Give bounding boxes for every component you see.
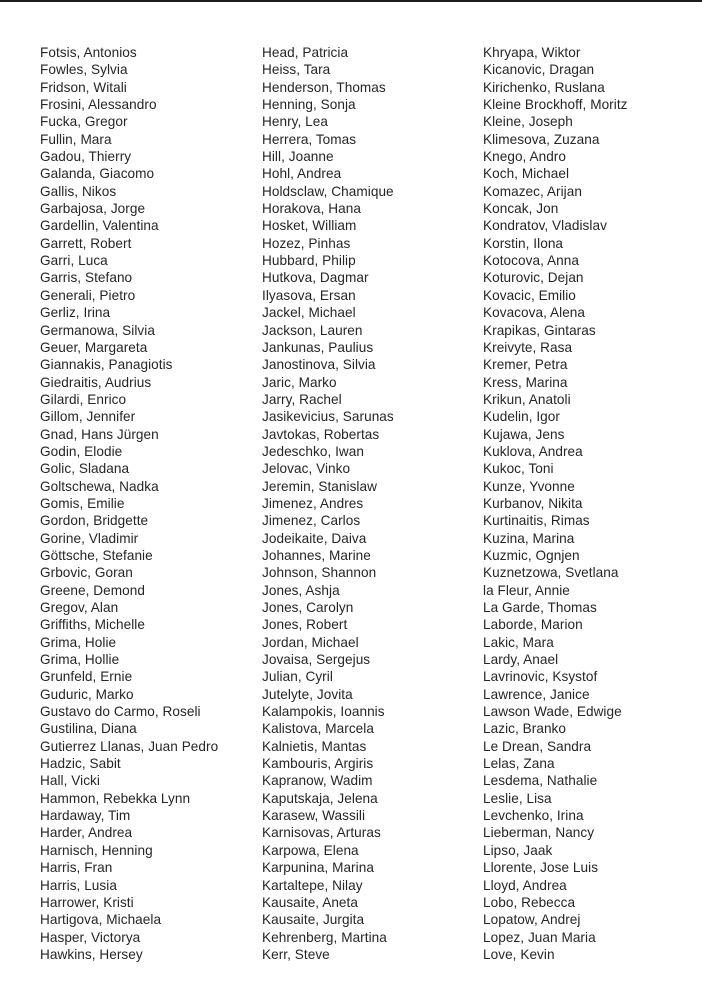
name-entry: Hall, Vicki: [40, 773, 100, 789]
name-entry: Gillom, Jennifer: [40, 409, 136, 425]
name-entry: Karpowa, Elena: [262, 842, 359, 858]
name-entry: Kaputskaja, Jelena: [262, 790, 378, 806]
name-entry: Love, Kevin: [483, 946, 555, 962]
name-entry: Kuklova, Andrea: [483, 443, 583, 459]
name-entry: Jarry, Rachel: [262, 391, 342, 407]
top-border-line: [0, 0, 702, 2]
name-entry: Jimenez, Andres: [262, 495, 364, 511]
name-entry: Horakova, Hana: [262, 201, 361, 217]
name-entry: Kreivyte, Rasa: [483, 339, 573, 355]
name-entry: Jackson, Lauren: [262, 322, 363, 338]
name-entry: Krapikas, Gintaras: [483, 322, 596, 338]
name-entry: Gutierrez Llanas, Juan Pedro: [40, 738, 219, 754]
name-entry: Guduric, Marko: [40, 686, 134, 702]
name-entry: Kausaite, Jurgita: [262, 912, 365, 928]
name-entry: Jones, Robert: [262, 617, 348, 633]
name-entry: Gomis, Emilie: [40, 495, 125, 511]
name-entry: Hozez, Pinhas: [262, 235, 351, 251]
name-entry: Jasikevicius, Sarunas: [262, 409, 394, 425]
name-entry: Fucka, Gregor: [40, 114, 128, 130]
name-entry: Hartigova, Michaela: [40, 912, 162, 928]
name-entry: Karpunina, Marina: [262, 860, 374, 876]
name-entry: Karasew, Wassili: [262, 808, 366, 824]
name-entry: Kapranow, Wadim: [262, 773, 373, 789]
name-entry: Kovacova, Alena: [483, 305, 586, 321]
name-entry: Lawrence, Janice: [483, 686, 590, 702]
name-entry: Kress, Marina: [483, 374, 568, 390]
name-entry: Kondratov, Vladislav: [483, 218, 607, 234]
name-entry: Göttsche, Stefanie: [40, 547, 153, 563]
name-entry: Giannakis, Panagiotis: [40, 357, 173, 373]
name-entry: Laborde, Marion: [483, 617, 583, 633]
name-column-3: [483, 44, 698, 963]
name-entry: Henderson, Thomas: [262, 79, 386, 95]
name-entry: Lelas, Zana: [483, 756, 555, 772]
name-entry: La Garde, Thomas: [483, 600, 597, 615]
name-entry: Griffiths, Michelle: [40, 617, 145, 633]
name-entry: Lopatow, Andrej: [483, 912, 581, 928]
name-entry: Kuzina, Marina: [483, 530, 575, 546]
name-entry: Lieberman, Nancy: [483, 825, 595, 841]
name-entry: Ilyasova, Ersan: [262, 287, 356, 303]
name-entry: Hasper, Victorya: [40, 929, 141, 945]
name-entry: Head, Patricia: [262, 45, 349, 60]
name-entry: Kremer, Petra: [483, 357, 568, 373]
name-entry: Jelovac, Vinko: [262, 461, 351, 477]
name-entry: Grima, Holie: [40, 634, 117, 650]
name-entry: Golic, Sladana: [40, 461, 130, 477]
name-entry: Johannes, Marine: [262, 547, 371, 563]
name-entry: Kalnietis, Mantas: [262, 738, 367, 754]
name-entry: Lobo, Rebecca: [483, 894, 576, 910]
name-entry: Le Drean, Sandra: [483, 738, 592, 754]
name-entry: Geuer, Margareta: [40, 339, 148, 355]
name-entry: Hutkova, Dagmar: [262, 270, 369, 286]
name-entry: Hill, Joanne: [262, 149, 334, 165]
name-entry: Klimesova, Zuzana: [483, 131, 600, 147]
name-entry: Kleine Brockhoff, Moritz: [483, 97, 628, 113]
name-entry: Greene, Demond: [40, 582, 145, 598]
name-entry: Komazec, Arijan: [483, 183, 582, 199]
name-entry: Jordan, Michael: [262, 634, 359, 650]
name-entry: Krikun, Anatoli: [483, 391, 571, 407]
name-entry: Jodeikaite, Daiva: [262, 530, 367, 546]
name-entry: Grima, Hollie: [40, 652, 120, 668]
name-entry: Kicanovic, Dragan: [483, 62, 595, 78]
name-entry: Kalistova, Marcela: [262, 721, 374, 737]
name-entry: Giedraitis, Audrius: [40, 374, 152, 390]
name-entry: Jovaisa, Sergejus: [262, 652, 371, 668]
name-entry: Johnson, Shannon: [262, 565, 377, 581]
name-entry: Javtokas, Robertas: [262, 426, 380, 442]
name-entry: Lloyd, Andrea: [483, 877, 567, 893]
name-entry: Hohl, Andrea: [262, 166, 342, 182]
name-column-1: [40, 44, 255, 963]
name-entry: Grunfeld, Ernie: [40, 669, 133, 685]
name-entry: Kovacic, Emilio: [483, 287, 576, 303]
name-entry: Holdsclaw, Chamique: [262, 183, 394, 199]
name-entry: Kleine, Joseph: [483, 114, 573, 130]
name-entry: Fridson, Witali: [40, 79, 127, 95]
name-entry: Galanda, Giacomo: [40, 166, 155, 182]
name-entry: Herrera, Tomas: [262, 131, 357, 147]
name-entry: Gilardi, Enrico: [40, 391, 127, 407]
name-entry: Lardy, Anael: [483, 652, 559, 668]
name-entry: Hawkins, Hersey: [40, 946, 143, 962]
name-entry: Fotsis, Antonios: [40, 45, 137, 60]
name-entry: Levchenko, Irina: [483, 808, 584, 824]
name-entry: Leslie, Lisa: [483, 790, 552, 806]
name-entry: Lopez, Juan Maria: [483, 929, 596, 945]
name-entry: Gardellin, Valentina: [40, 218, 159, 234]
name-entry: Gerliz, Irina: [40, 305, 111, 321]
name-entry: Kudelin, Igor: [483, 409, 560, 425]
name-entry: Kartaltepe, Nilay: [262, 877, 363, 893]
name-entry: Gregov, Alan: [40, 600, 119, 615]
name-entry: Janostinova, Silvia: [262, 357, 376, 373]
name-entry: Julian, Cyril: [262, 669, 333, 685]
name-entry: Jedeschko, Iwan: [262, 443, 365, 459]
name-entry: Lazic, Branko: [483, 721, 567, 737]
name-entry: Kehrenberg, Martina: [262, 929, 387, 945]
name-entry: Kausaite, Aneta: [262, 894, 358, 910]
name-entry: Harris, Lusia: [40, 877, 117, 893]
name-entry: Harder, Andrea: [40, 825, 133, 841]
name-entry: Kerr, Steve: [262, 946, 330, 962]
name-entry: Khryapa, Wiktor: [483, 45, 581, 60]
name-entry: la Fleur, Annie: [483, 582, 570, 598]
name-entry: Godin, Elodie: [40, 443, 123, 459]
name-entry: Hammon, Rebekka Lynn: [40, 790, 191, 806]
name-entry: Lawson Wade, Edwige: [483, 704, 622, 720]
name-entry: Hadzic, Sabit: [40, 756, 121, 772]
name-entry: Jones, Carolyn: [262, 600, 354, 615]
name-entry: Kujawa, Jens: [483, 426, 565, 442]
name-entry: Hubbard, Philip: [262, 253, 356, 269]
name-entry: Jeremin, Stanislaw: [262, 478, 377, 494]
name-entry: Hosket, William: [262, 218, 357, 234]
name-entry: Garris, Stefano: [40, 270, 133, 286]
name-entry: Jimenez, Carlos: [262, 513, 361, 529]
name-entry: Gorine, Vladimir: [40, 530, 139, 546]
name-entry: Frosini, Alessandro: [40, 97, 157, 113]
name-entry: Llorente, Jose Luis: [483, 860, 599, 876]
name-entry: Lesdema, Nathalie: [483, 773, 598, 789]
name-entry: Koncak, Jon: [483, 201, 559, 217]
name-entry: Hardaway, Tim: [40, 808, 131, 824]
name-entry: Gordon, Bridgette: [40, 513, 149, 529]
name-entry: Jankunas, Paulius: [262, 339, 374, 355]
name-entry: Heiss, Tara: [262, 62, 331, 78]
name-entry: Harnisch, Henning: [40, 842, 153, 858]
name-entry: Henry, Lea: [262, 114, 328, 130]
name-entry: Harris, Fran: [40, 860, 113, 876]
name-entry: Koch, Michael: [483, 166, 570, 182]
name-entry: Koturovic, Dejan: [483, 270, 584, 286]
name-entry: Kambouris, Argiris: [262, 756, 374, 772]
name-entry: Lipso, Jaak: [483, 842, 553, 858]
name-entry: Lakic, Mara: [483, 634, 554, 650]
name-entry: Karnisovas, Arturas: [262, 825, 381, 841]
name-entry: Gallis, Nikos: [40, 183, 117, 199]
name-entry: Garrett, Robert: [40, 235, 132, 251]
name-entry: Kukoc, Toni: [483, 461, 554, 477]
name-column-2: [262, 44, 477, 963]
name-entry: Kalampokis, Ioannis: [262, 704, 385, 720]
name-entry: Kotocova, Anna: [483, 253, 579, 269]
name-entry: Kunze, Yvonne: [483, 478, 575, 494]
name-entry: Harrower, Kristi: [40, 894, 134, 910]
name-entry: Germanowa, Silvia: [40, 322, 155, 338]
name-entry: Kurtinaitis, Rimas: [483, 513, 590, 529]
name-entry: Generali, Pietro: [40, 287, 136, 303]
name-entry: Kirichenko, Ruslana: [483, 79, 605, 95]
name-entry: Jackel, Michael: [262, 305, 356, 321]
name-entry: Kuzmic, Ognjen: [483, 547, 580, 563]
name-entry: Kurbanov, Nikita: [483, 495, 583, 511]
name-entry: Goltschewa, Nadka: [40, 478, 159, 494]
name-entry: Henning, Sonja: [262, 97, 356, 113]
name-entry: Jones, Ashja: [262, 582, 340, 598]
name-entry: Garbajosa, Jorge: [40, 201, 146, 217]
name-entry: Gadou, Thierry: [40, 149, 132, 165]
name-entry: Fowles, Sylvia: [40, 62, 128, 78]
name-entry: Grbovic, Goran: [40, 565, 133, 581]
name-entry: Jutelyte, Jovita: [262, 686, 353, 702]
name-entry: Gustavo do Carmo, Roseli: [40, 704, 201, 720]
name-entry: Kuznetzowa, Svetlana: [483, 565, 619, 581]
name-entry: Garri, Luca: [40, 253, 108, 269]
name-entry: Korstin, Ilona: [483, 235, 564, 251]
name-entry: Gnad, Hans Jürgen: [40, 426, 159, 442]
name-entry: Fullin, Mara: [40, 131, 112, 147]
name-entry: Gustilina, Diana: [40, 721, 137, 737]
name-entry: Jaric, Marko: [262, 374, 337, 390]
name-entry: Lavrinovic, Ksystof: [483, 669, 598, 685]
name-entry: Knego, Andro: [483, 149, 566, 165]
